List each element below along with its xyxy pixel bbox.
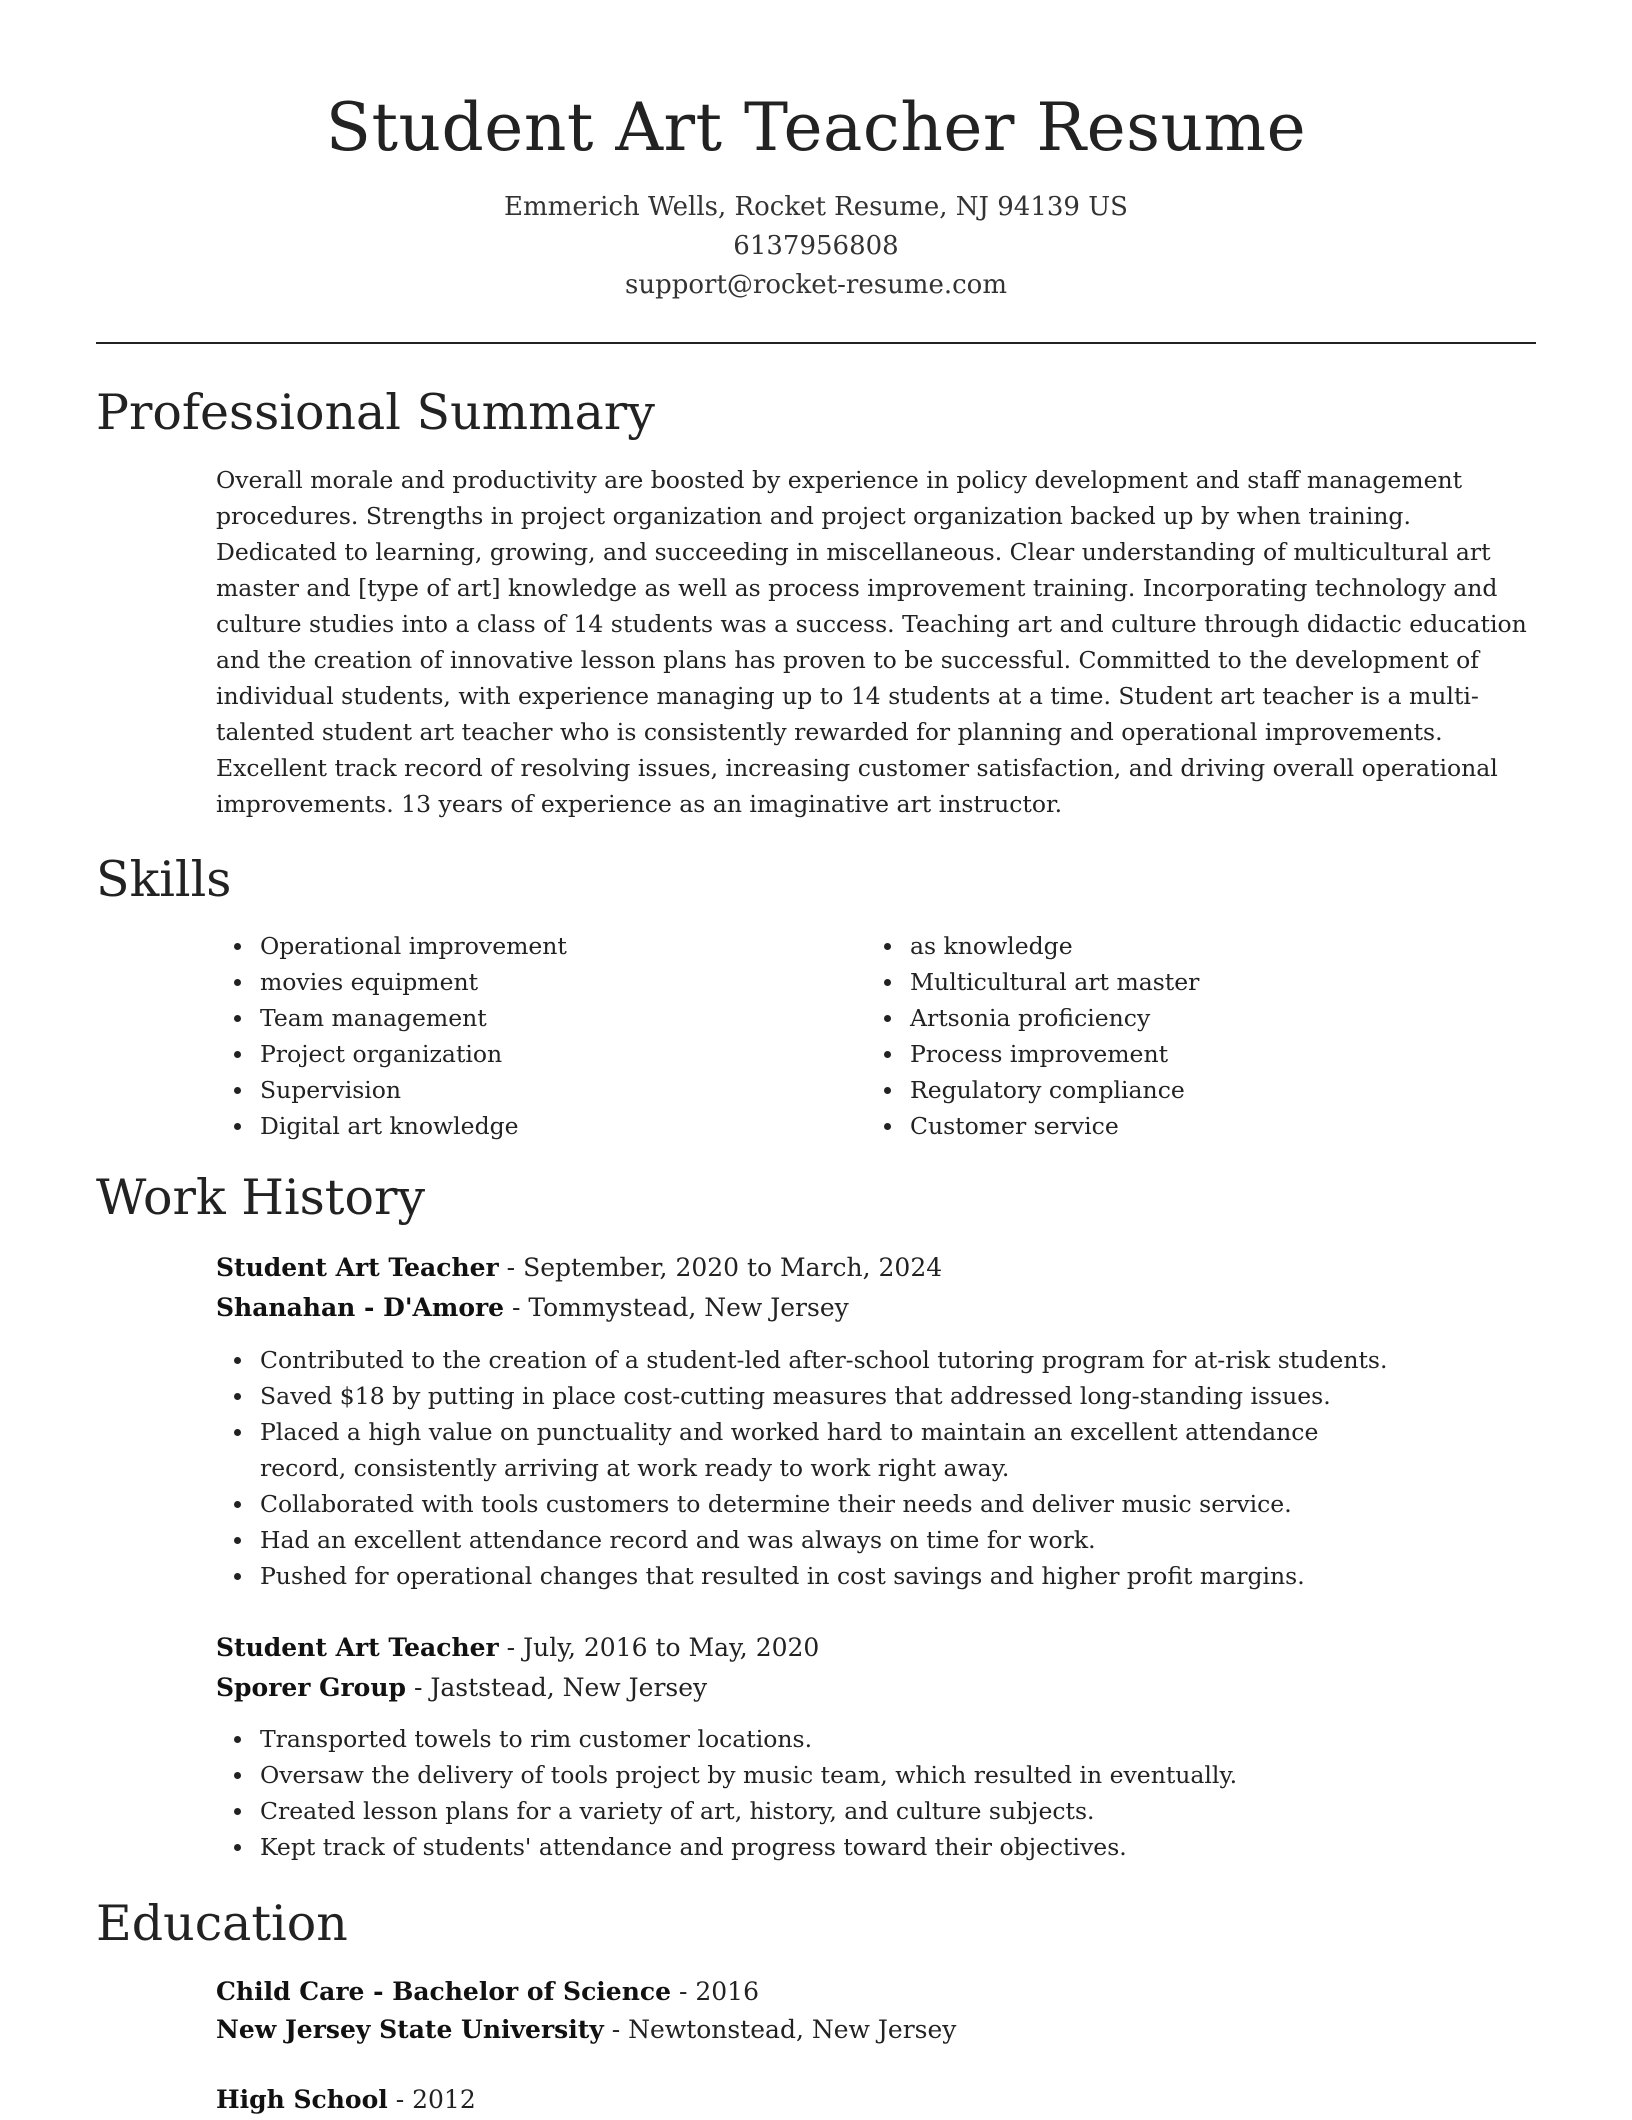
header-divider: [96, 342, 1536, 344]
education-location: - Newtonstead, New Jersey: [603, 2015, 957, 2044]
skill-item: Digital art knowledge: [216, 1108, 836, 1144]
job-title: Student Art Teacher: [216, 1253, 499, 1282]
education-degree-line: [216, 1972, 1536, 2012]
skill-item: Regulatory compliance: [866, 1072, 1486, 1108]
resume-header: [96, 78, 1536, 305]
job-title-line: [216, 1248, 1536, 1288]
job-company-line: [216, 1668, 1536, 1708]
job-dates: - September, 2020 to March, 2024: [498, 1253, 943, 1282]
skill-item: Team management: [216, 1000, 836, 1036]
job-company: Shanahan - D'Amore: [216, 1293, 505, 1322]
job-duty-item: Saved $18 by putting in place cost-cutting measures that addressed long-standing issues.: [216, 1378, 1396, 1414]
job-dates: - July, 2016 to May, 2020: [498, 1633, 820, 1662]
job-location: - Tommystead, New Jersey: [504, 1293, 849, 1322]
job-duty-item: Had an excellent attendance record and was always on time for work.: [216, 1522, 1396, 1558]
job-duty-item: Kept track of students' attendance and progress toward their objectives.: [216, 1829, 1396, 1865]
job-duties-list: [216, 1721, 1396, 1865]
job-duty-item: Oversaw the delivery of tools project by music team, which resulted in eventually.: [216, 1757, 1396, 1793]
job-company-line: [216, 1288, 1536, 1328]
education-year: - 2016: [671, 1977, 759, 2006]
section-heading-education: Education: [96, 1895, 348, 1952]
contact-address: Emmerich Wells, Rocket Resume, NJ 94139 US: [504, 192, 1128, 222]
skills-list-left: [216, 928, 836, 1144]
job-duty-item: Created lesson plans for a variety of art, history, and culture subjects.: [216, 1793, 1396, 1829]
skill-item: Process improvement: [866, 1036, 1486, 1072]
job-company: Sporer Group: [216, 1673, 407, 1702]
job-duty-item: Transported towels to rim customer locations.: [216, 1721, 1396, 1757]
section-heading-skills: Skills: [96, 851, 232, 908]
education-year: - 2012: [387, 2085, 476, 2114]
skill-item: Project organization: [216, 1036, 836, 1072]
job-title: Student Art Teacher: [216, 1633, 499, 1662]
skill-item: Supervision: [216, 1072, 836, 1108]
education-degree-line: [216, 2080, 1536, 2120]
skills-column-left: [216, 928, 836, 1144]
job-duties-list: [216, 1342, 1396, 1594]
job-location: - Jaststead, New Jersey: [406, 1673, 708, 1702]
contact-phone: 6137956808: [733, 231, 899, 261]
skill-item: Customer service: [866, 1108, 1486, 1144]
section-heading-summary: Professional Summary: [96, 384, 655, 441]
skill-item: as knowledge: [866, 928, 1486, 964]
skill-item: Artsonia proficiency: [866, 1000, 1486, 1036]
skill-item: Multicultural art master: [866, 964, 1486, 1000]
job-duty-item: Placed a high value on punctuality and worked hard to maintain an excellent attendance record, consistently arriving at work ready to work right away.: [216, 1414, 1396, 1486]
summary-text: Overall morale and productivity are boosted by experience in policy development and staff management procedures. Strengths in project organization and project organization backed up by when training. Dedicated to learning, growing, and succeeding in miscellaneous. Clear understanding of multicultural art master and [type of art] knowledge as well as process improvement training. Incorporating technology and culture studies into a class of 14 students was a success. Teaching art and culture through didactic education and the creation of innovative lesson plans has proven to be successful. Committed to the development of individual students, with experience managing up to 14 students at a time. Student art teacher is a multi-talented student art teacher who is consistently rewarded for planning and operational improvements. Excellent track record of resolving issues, increasing customer satisfaction, and driving overall operational improvements. 13 years of experience as an imaginative art instructor.: [216, 466, 1527, 818]
resume-title: Student Art Teacher Resume: [325, 89, 1307, 166]
skill-item: Operational improvement: [216, 928, 836, 964]
skill-item: movies equipment: [216, 964, 836, 1000]
job-duties: [216, 1721, 1396, 1865]
education-degree: High School: [216, 2085, 388, 2114]
education-degree: Child Care - Bachelor of Science: [216, 1977, 672, 2006]
skills-list-right: [866, 928, 1486, 1144]
education-school-line: [216, 2010, 1536, 2050]
education-school: New Jersey State University: [216, 2015, 604, 2044]
job-duty-item: Contributed to the creation of a student-led after-school tutoring program for at-risk students.: [216, 1342, 1396, 1378]
job-duties: [216, 1342, 1396, 1594]
skills-column-right: [866, 928, 1486, 1144]
job-title-line: [216, 1628, 1536, 1668]
contact-info: [96, 188, 1536, 305]
contact-email: support@rocket-resume.com: [624, 270, 1007, 300]
section-heading-work-history: Work History: [96, 1169, 426, 1226]
job-duty-item: Collaborated with tools customers to determine their needs and deliver music service.: [216, 1486, 1396, 1522]
job-duty-item: Pushed for operational changes that resulted in cost savings and higher profit margins.: [216, 1558, 1396, 1594]
